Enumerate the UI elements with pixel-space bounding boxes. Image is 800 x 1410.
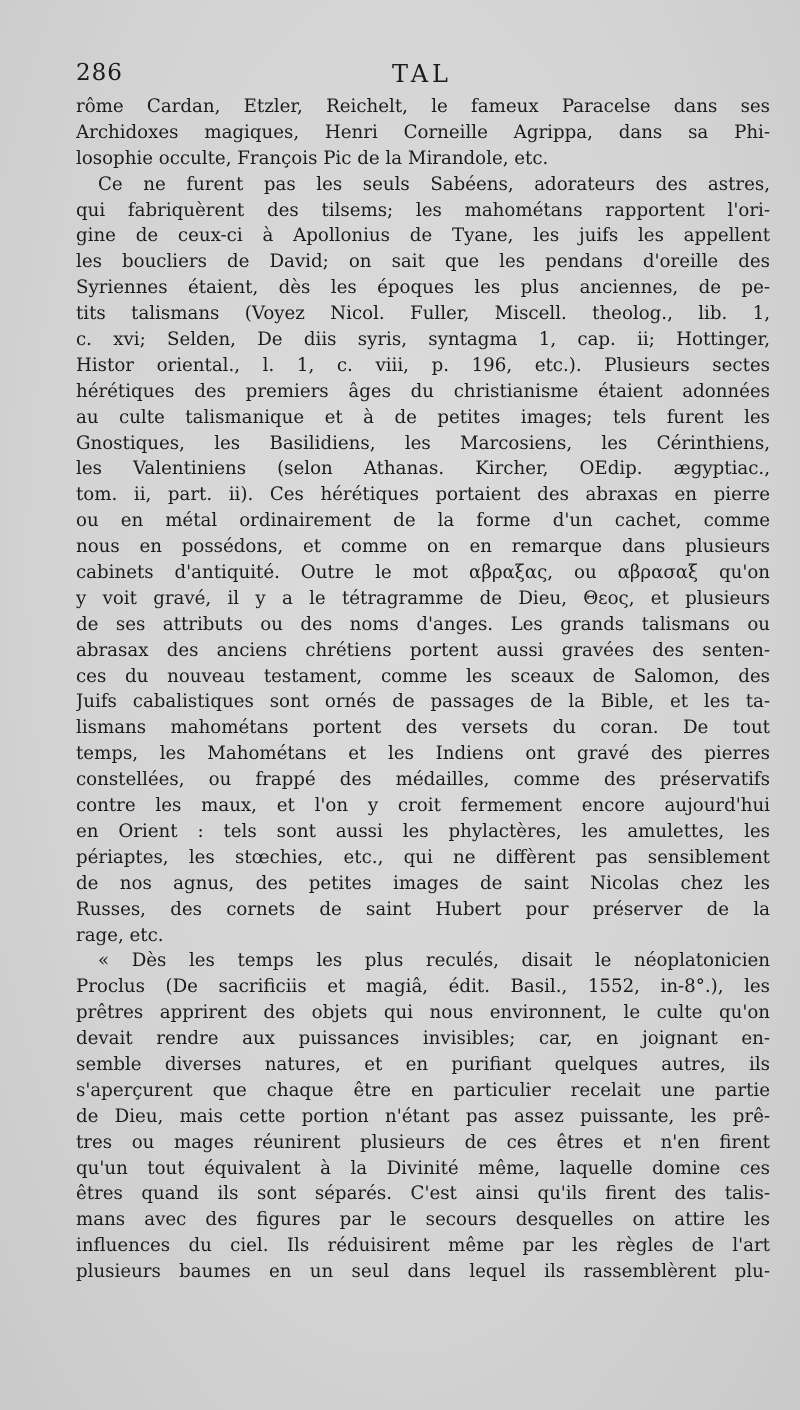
text-line: Histor oriental., l. 1, c. viii, p. 196, etc.). Plusieurs sectes — [76, 354, 770, 376]
text-line: devait rendre aux puissances invisibles; car, en joignant en- — [76, 1028, 770, 1050]
text-line: Proclus (De sacrificiis et magiâ, édit. Basil., 1552, in-8°.), les — [76, 976, 770, 998]
text-line: Juifs cabalistiques sont ornés de passages de la Bible, et les ta- — [76, 691, 770, 713]
text-line: tom. ii, part. ii). Ces hérétiques portaient des abraxas en pierre — [76, 484, 770, 506]
text-line: mans avec des figures par le secours desquelles on attire les — [76, 1209, 770, 1231]
text-line: s'aperçurent que chaque être en particulier recelait une partie — [76, 1079, 770, 1101]
text-line: les boucliers de David; on sait que les pendans d'oreille des — [76, 251, 770, 273]
text-line: de Dieu, mais cette portion n'étant pas assez puissante, les prê- — [76, 1105, 770, 1127]
text-line: hérétiques des premiers âges du christianisme étaient adonnées — [76, 380, 770, 402]
text-line: nous en possédons, et comme on en remarque dans plusieurs — [76, 536, 770, 558]
text-line: contre les maux, et l'on y croit fermement encore aujourd'hui — [76, 795, 770, 817]
text-line: périaptes, les stœchies, etc., qui ne diffèrent pas sensiblement — [76, 846, 770, 868]
text-line: au culte talismanique et à de petites images; tels furent les — [76, 406, 770, 428]
text-line: influences du ciel. Ils réduisirent même par les règles de l'art — [76, 1235, 770, 1257]
text-line: lismans mahométans portent des versets du coran. De tout — [76, 717, 770, 739]
text-line: constellées, ou frappé des médailles, comme des préservatifs — [76, 769, 770, 791]
text-line: Archidoxes magiques, Henri Corneille Agrippa, dans sa Phi- — [76, 121, 770, 143]
running-head — [76, 60, 768, 94]
text-line: en Orient : tels sont aussi les phylactères, les amulettes, les — [76, 820, 770, 842]
text-line: les Valentiniens (selon Athanas. Kircher, OEdip. ægyptiac., — [76, 458, 770, 480]
text-line: de nos agnus, des petites images de saint Nicolas chez les — [76, 872, 770, 894]
text-line: êtres quand ils sont séparés. C'est ainsi qu'ils firent des talis- — [76, 1183, 770, 1205]
text-line: prêtres apprirent des objets qui nous environnent, le culte qu'on — [76, 1002, 770, 1024]
page-number: 286 — [76, 60, 123, 86]
text-line: rage, etc. — [76, 924, 164, 946]
text-line: Ce ne furent pas les seuls Sabéens, adorateurs des astres, — [98, 173, 770, 195]
text-line: ces du nouveau testament, comme les sceaux de Salomon, des — [76, 665, 770, 687]
text-line: qu'un tout équivalent à la Divinité même, laquelle domine ces — [76, 1157, 770, 1179]
text-line: plusieurs baumes en un seul dans lequel ils rassemblèrent plu- — [76, 1261, 770, 1283]
text-line: losophie occulte, François Pic de la Mirandole, etc. — [76, 147, 549, 169]
text-line: Russes, des cornets de saint Hubert pour préserver de la — [76, 898, 770, 920]
text-line: c. xvi; Selden, De diis syris, syntagma 1, cap. ii; Hottinger, — [76, 329, 770, 351]
text-line: abrasax des anciens chrétiens portent aussi gravées des senten- — [76, 639, 770, 661]
text-line: temps, les Mahométans et les Indiens ont gravé des pierres — [76, 743, 770, 765]
text-line: gine de ceux-ci à Apollonius de Tyane, les juifs les appellent — [76, 225, 770, 247]
running-title: TAL — [392, 60, 452, 88]
text-line: Gnostiques, les Basilidiens, les Marcosiens, les Cérinthiens, — [76, 432, 770, 454]
text-line: Syriennes étaient, dès les époques les plus anciennes, de pe- — [76, 277, 770, 299]
text-line: semble diverses natures, et en purifiant quelques autres, ils — [76, 1053, 770, 1075]
body-text — [76, 94, 770, 1285]
text-line: de ses attributs ou des noms d'anges. Les grands talismans ou — [76, 613, 770, 635]
text-line: tits talismans (Voyez Nicol. Fuller, Miscell. theolog., lib. 1, — [76, 303, 770, 325]
text-line: y voit gravé, il y a le tétragramme de Dieu, Θεος, et plusieurs — [76, 587, 770, 609]
text-line: ou en métal ordinairement de la forme d'un cachet, comme — [76, 510, 770, 532]
text-line: rôme Cardan, Etzler, Reichelt, le fameux Paracelse dans ses — [76, 96, 770, 117]
text-line: « Dès les temps les plus reculés, disait le néoplatonicien — [98, 950, 770, 972]
text-line: cabinets d'antiquité. Outre le mot αβραξας, ou αβρασαξ qu'on — [76, 562, 770, 584]
text-line: qui fabriquèrent des tilsems; les mahométans rapportent l'ori- — [76, 199, 770, 221]
text-line: tres ou mages réunirent plusieurs de ces êtres et n'en firent — [76, 1131, 770, 1153]
